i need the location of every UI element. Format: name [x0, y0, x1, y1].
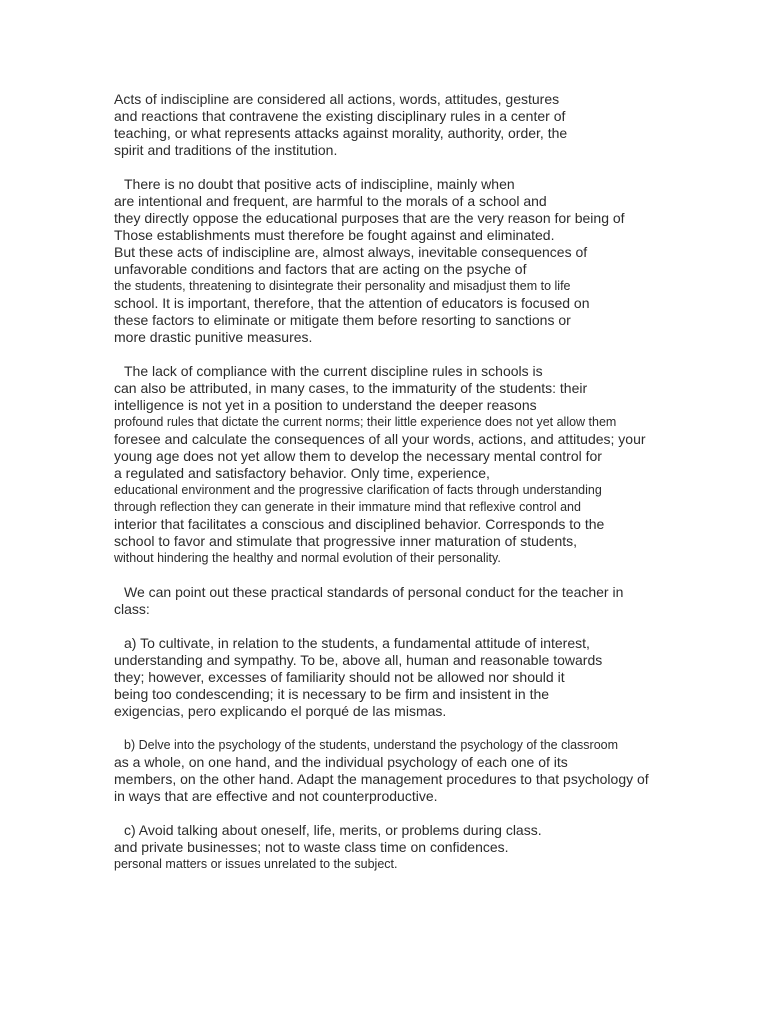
- text-line: being too condescending; it is necessary to be firm and insistent in the: [114, 686, 550, 702]
- text-line: they; however, excesses of familiarity should not be allowed nor should it: [114, 669, 565, 685]
- list-item-b: [114, 737, 694, 805]
- text-line: exigencias, pero explicando el porqué de las mismas.: [114, 703, 447, 719]
- text-line: We can point out these practical standards of personal conduct for the teacher in: [124, 584, 624, 600]
- text-line: school. It is important, therefore, that the attention of educators is focused on: [114, 295, 590, 311]
- text-line: educational environment and the progressive clarification of facts through understanding: [114, 483, 602, 497]
- text-line: members, on the other hand. Adapt the management procedures to that psychology of: [114, 771, 649, 787]
- text-line: foresee and calculate the consequences of all your words, actions, and attitudes; your: [114, 431, 646, 447]
- paragraph-gap: [114, 346, 694, 363]
- text-line: and reactions that contravene the existing disciplinary rules in a center of: [114, 108, 566, 124]
- text-line: But these acts of indiscipline are, almost always, inevitable consequences of: [114, 244, 588, 260]
- paragraph-gap: [114, 805, 694, 822]
- text-line: in ways that are effective and not counterproductive.: [114, 788, 438, 804]
- text-line: Acts of indiscipline are considered all actions, words, attitudes, gestures: [114, 91, 560, 107]
- text-line: school to favor and stimulate that progressive inner maturation of students,: [114, 533, 578, 549]
- list-item-c: [114, 822, 694, 873]
- paragraph-standards-intro: [114, 584, 694, 618]
- text-line: more drastic punitive measures.: [114, 329, 313, 345]
- text-line: c) Avoid talking about oneself, life, merits, or problems during class.: [124, 822, 542, 838]
- paragraph-gap: [114, 567, 694, 584]
- text-line: personal matters or issues unrelated to the subject.: [114, 857, 398, 871]
- text-line: without hindering the healthy and normal evolution of their personality.: [114, 551, 501, 565]
- text-line: these factors to eliminate or mitigate them before resorting to sanctions or: [114, 312, 571, 328]
- text-line: intelligence is not yet in a position to understand the deeper reasons: [114, 397, 537, 413]
- paragraph-positive-acts: [114, 176, 694, 346]
- text-line: b) Delve into the psychology of the students, understand the psychology of the classroom: [124, 738, 619, 752]
- paragraph-gap: [114, 720, 694, 737]
- text-line: The lack of compliance with the current discipline rules in schools is: [124, 363, 543, 379]
- text-line: There is no doubt that positive acts of indiscipline, mainly when: [124, 176, 515, 192]
- paragraph-compliance: [114, 363, 694, 567]
- text-line: through reflection they can generate in their immature mind that reflexive control and: [114, 500, 581, 514]
- text-line: and private businesses; not to waste class time on confidences.: [114, 839, 509, 855]
- text-line: class:: [114, 601, 150, 617]
- text-line: understanding and sympathy. To be, above all, human and reasonable towards: [114, 652, 603, 668]
- text-line: unfavorable conditions and factors that are acting on the psyche of: [114, 261, 527, 277]
- document-page: [114, 91, 694, 873]
- text-line: interior that facilitates a conscious and disciplined behavior. Corresponds to the: [114, 516, 605, 532]
- text-line: a) To cultivate, in relation to the students, a fundamental attitude of interest,: [124, 635, 590, 651]
- text-line: teaching, or what represents attacks against morality, authority, order, the: [114, 125, 568, 141]
- text-line: young age does not yet allow them to develop the necessary mental control for: [114, 448, 602, 464]
- text-line: can also be attributed, in many cases, to the immaturity of the students: their: [114, 380, 588, 396]
- list-item-a: [114, 635, 694, 720]
- text-line: spirit and traditions of the institution.: [114, 142, 338, 158]
- text-line: are intentional and frequent, are harmful to the morals of a school and: [114, 193, 547, 209]
- text-line: Those establishments must therefore be fought against and eliminated.: [114, 227, 555, 243]
- paragraph-definition: [114, 91, 694, 159]
- paragraph-gap: [114, 618, 694, 635]
- text-line: the students, threatening to disintegrate their personality and misadjust them to life: [114, 279, 571, 293]
- text-line: they directly oppose the educational purposes that are the very reason for being of: [114, 210, 625, 226]
- text-line: profound rules that dictate the current norms; their little experience does not yet allow them: [114, 415, 617, 429]
- text-line: as a whole, on one hand, and the individual psychology of each one of its: [114, 754, 568, 770]
- text-line: a regulated and satisfactory behavior. Only time, experience,: [114, 465, 490, 481]
- paragraph-gap: [114, 159, 694, 176]
